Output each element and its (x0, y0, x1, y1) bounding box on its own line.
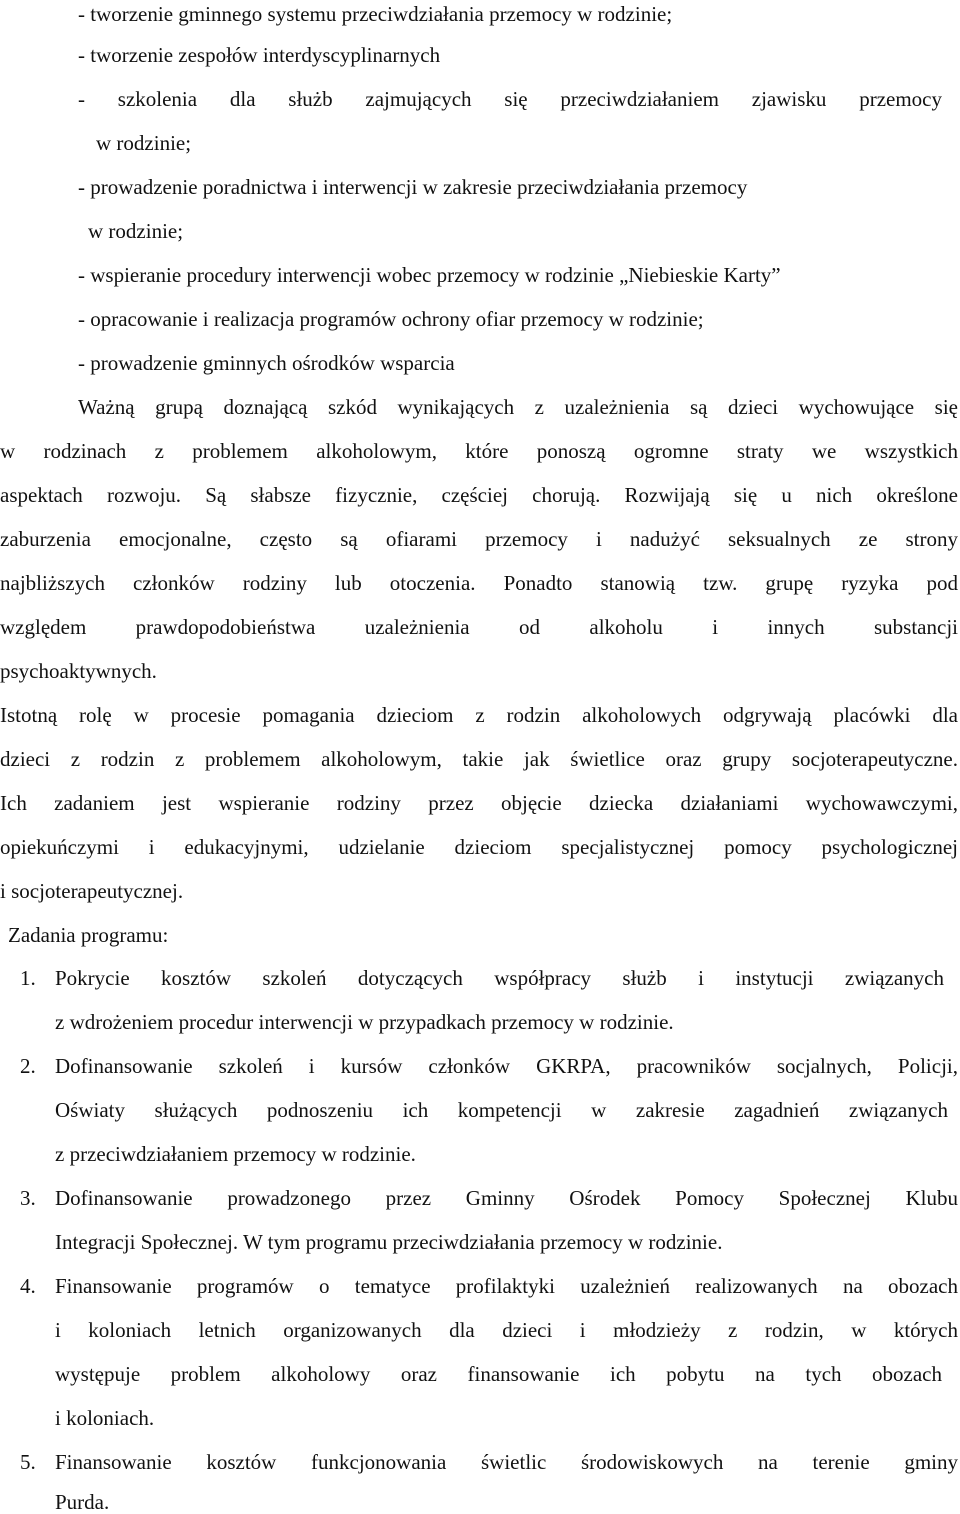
bullet-line: - wspieranie procedury interwencji wobec przemocy w rodzinie „Niebieskie Karty” (78, 263, 781, 287)
task-line: Finansowanie programów o tematyce profilaktyki uzależnień realizowanych na obozach (55, 1274, 958, 1298)
tasks-heading: Zadania programu: (8, 923, 169, 947)
paragraph-line: psychoaktywnych. (0, 659, 157, 683)
task-line: Integracji Społecznej. W tym programu przeciwdziałania przemocy w rodzinie. (55, 1230, 723, 1254)
bullet-line: w rodzinie; (96, 131, 192, 155)
paragraph-line: aspektach rozwoju. Są słabsze fizycznie, częściej chorują. Rozwijają się u nich określone (0, 483, 958, 507)
task-line: Purda. (55, 1490, 110, 1514)
task-line: Dofinansowanie prowadzonego przez Gminny Ośrodek Pomocy Społecznej Klubu (55, 1186, 958, 1210)
task-line: z przeciwdziałaniem przemocy w rodzinie. (55, 1142, 416, 1166)
task-number: 3. (20, 1186, 36, 1210)
task-number: 5. (20, 1450, 36, 1474)
paragraph-line: zaburzenia emocjonalne, często są ofiarami przemocy i nadużyć seksualnych ze strony (0, 527, 958, 551)
task-line: i koloniach. (55, 1406, 155, 1430)
bullet-line: - prowadzenie poradnictwa i interwencji w zakresie przeciwdziałania przemocy (78, 175, 748, 199)
task-line: Oświaty służących podnoszeniu ich kompetencji w zakresie zagadnień związanych (55, 1098, 948, 1122)
task-number: 4. (20, 1274, 36, 1298)
task-number: 2. (20, 1054, 36, 1078)
task-line: Finansowanie kosztów funkcjonowania świetlic środowiskowych na terenie gminy (55, 1450, 958, 1474)
task-line: i koloniach letnich organizowanych dla dzieci i młodzieży z rodzin, w których (55, 1318, 958, 1342)
paragraph-line: w rodzinach z problemem alkoholowym, które ponoszą ogromne straty we wszystkich (0, 439, 958, 463)
bullet-line: - tworzenie gminnego systemu przeciwdziałania przemocy w rodzinie; (78, 2, 673, 26)
task-line: Dofinansowanie szkoleń i kursów członków GKRPA, pracowników socjalnych, Policji, (55, 1054, 958, 1078)
task-line: z wdrożeniem procedur interwencji w przypadkach przemocy w rodzinie. (55, 1010, 674, 1034)
bullet-line: - prowadzenie gminnych ośrodków wsparcia (78, 351, 455, 375)
bullet-line: w rodzinie; (88, 219, 184, 243)
paragraph-line: opiekuńczymi i edukacyjnymi, udzielanie dzieciom specjalistycznej pomocy psychologicznej (0, 835, 958, 859)
paragraph-line: dzieci z rodzin z problemem alkoholowym, takie jak świetlice oraz grupy socjoterapeutyczne. (0, 747, 958, 771)
bullet-line: - szkolenia dla służb zajmujących się przeciwdziałaniem zjawisku przemocy (78, 87, 942, 111)
task-line: występuje problem alkoholowy oraz finansowanie ich pobytu na tych obozach (55, 1362, 942, 1386)
bullet-line: - tworzenie zespołów interdyscyplinarnych (78, 43, 441, 67)
paragraph-line: Ich zadaniem jest wspieranie rodziny przez objęcie dziecka działaniami wychowawczymi, (0, 791, 958, 815)
task-number: 1. (20, 966, 36, 990)
paragraph-line: Istotną rolę w procesie pomagania dzieciom z rodzin alkoholowych odgrywają placówki dla (0, 703, 958, 727)
bullet-line: - opracowanie i realizacja programów ochrony ofiar przemocy w rodzinie; (78, 307, 704, 331)
paragraph-line: najbliższych członków rodziny lub otoczenia. Ponadto stanowią tzw. grupę ryzyka pod (0, 571, 958, 595)
task-line: Pokrycie kosztów szkoleń dotyczących współpracy służb i instytucji związanych (55, 966, 944, 990)
paragraph-line: względem prawdopodobieństwa uzależnienia od alkoholu i innych substancji (0, 615, 958, 639)
paragraph-line: i socjoterapeutycznej. (0, 879, 184, 903)
paragraph-line: Ważną grupą doznającą szkód wynikających z uzależnienia są dzieci wychowujące się (78, 395, 958, 419)
